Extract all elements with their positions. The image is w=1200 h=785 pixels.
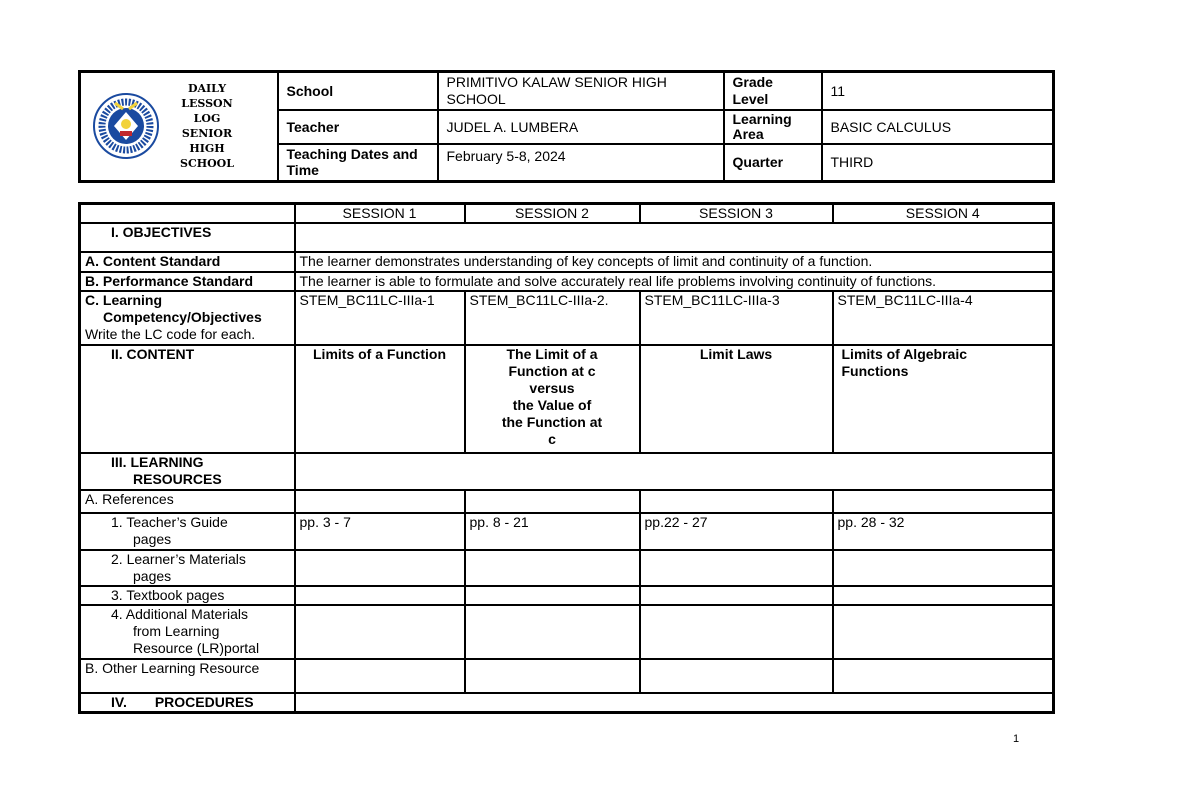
additional-materials-cell — [465, 605, 640, 659]
additional-materials-label: 4. Additional Materials from Learning Resource (LR)portal — [80, 605, 295, 659]
references-label: A. References — [80, 490, 295, 513]
performance-standard-label: B. Performance Standard — [80, 272, 295, 291]
additional-materials-cell — [295, 605, 465, 659]
other-learning-resource-cell — [833, 659, 1054, 693]
session-header-row — [80, 204, 1054, 224]
textbook-pages-cell — [640, 586, 833, 605]
learners-materials-label: 2. Learner’s Materials pages — [80, 550, 295, 586]
content-topic-4: Limits of Algebraic Functions — [833, 345, 1054, 453]
header-table — [78, 70, 1055, 183]
additional-materials-cell — [833, 605, 1054, 659]
references-cell — [833, 490, 1054, 513]
other-learning-resource-cell — [465, 659, 640, 693]
grade-level-value: 11 — [822, 72, 1054, 111]
content-topic-2: The Limit of a Function at c versus the Value of the Function at c — [465, 345, 640, 453]
objectives-blank — [295, 223, 1054, 252]
other-learning-resource-label: B. Other Learning Resource — [80, 659, 295, 693]
teaching-dates-label: Teaching Dates and Time — [278, 144, 438, 181]
learners-materials-cell — [640, 550, 833, 586]
teachers-guide-pages-1: pp. 3 - 7 — [295, 513, 465, 550]
learning-resources-heading: III. LEARNING RESOURCES — [80, 453, 295, 490]
learners-materials-cell — [295, 550, 465, 586]
learning-area-value: BASIC CALCULUS — [822, 110, 1054, 144]
other-learning-resource-cell — [640, 659, 833, 693]
competency-code-1: STEM_BC11LC-IIIa-1 — [295, 291, 465, 345]
textbook-pages-cell — [833, 586, 1054, 605]
teacher-value: JUDEL A. LUMBERA — [438, 110, 724, 144]
teachers-guide-pages-2: pp. 8 - 21 — [465, 513, 640, 550]
learners-materials-cell — [833, 550, 1054, 586]
other-learning-resource-cell — [295, 659, 465, 693]
competency-code-4: STEM_BC11LC-IIIa-4 — [833, 291, 1054, 345]
quarter-label: Quarter — [724, 144, 822, 181]
references-cell — [640, 490, 833, 513]
learning-area-label: Learning Area — [724, 110, 822, 144]
competency-code-3: STEM_BC11LC-IIIa-3 — [640, 291, 833, 345]
content-standard-label: A. Content Standard — [80, 252, 295, 272]
quarter-value: THIRD — [822, 144, 1054, 181]
page-number: 1 — [1013, 733, 1020, 745]
session-2-header: SESSION 2 — [465, 204, 640, 224]
session-1-header: SESSION 1 — [295, 204, 465, 224]
logo-cell — [80, 72, 278, 182]
blank-cell — [80, 204, 295, 224]
procedures-blank — [295, 693, 1054, 713]
learners-materials-cell — [465, 550, 640, 586]
dll-title: DAILY LESSON LOG SENIOR HIGH SCHOOL — [180, 82, 234, 171]
session-3-header: SESSION 3 — [640, 204, 833, 224]
competency-code-2: STEM_BC11LC-IIIa-2. — [465, 291, 640, 345]
content-standard-text: The learner demonstrates understanding of key concepts of limit and continuity of a function. — [295, 252, 1054, 272]
teachers-guide-pages-4: pp. 28 - 32 — [833, 513, 1054, 550]
textbook-pages-cell — [465, 586, 640, 605]
content-topic-1: Limits of a Function — [295, 345, 465, 453]
references-cell — [295, 490, 465, 513]
session-4-header: SESSION 4 — [833, 204, 1054, 224]
learning-resources-blank — [295, 453, 1054, 490]
content-heading: II. CONTENT — [80, 345, 295, 453]
school-value: PRIMITIVO KALAW SENIOR HIGH SCHOOL — [438, 72, 724, 111]
textbook-pages-cell — [295, 586, 465, 605]
textbook-pages-label: 3. Textbook pages — [80, 586, 295, 605]
teachers-guide-pages-3: pp.22 - 27 — [640, 513, 833, 550]
grade-level-label: Grade Level — [724, 72, 822, 111]
teachers-guide-label: 1. Teacher’s Guide pages — [80, 513, 295, 550]
school-label: School — [278, 72, 438, 111]
content-topic-3: Limit Laws — [640, 345, 833, 453]
references-cell — [465, 490, 640, 513]
performance-standard-text: The learner is able to formulate and solve accurately real life problems involving continuity of functions. — [295, 272, 1054, 291]
lesson-log-table — [78, 202, 1055, 714]
competency-label: C. Learning Competency/Objectives Write the LC code for each. — [80, 291, 295, 345]
additional-materials-cell — [640, 605, 833, 659]
objectives-heading: I. OBJECTIVES — [80, 223, 295, 252]
teaching-dates-value: February 5-8, 2024 — [438, 144, 724, 181]
teacher-label: Teacher — [278, 110, 438, 144]
deped-seal-icon — [93, 93, 159, 159]
procedures-heading: IV. PROCEDURES — [80, 693, 295, 713]
